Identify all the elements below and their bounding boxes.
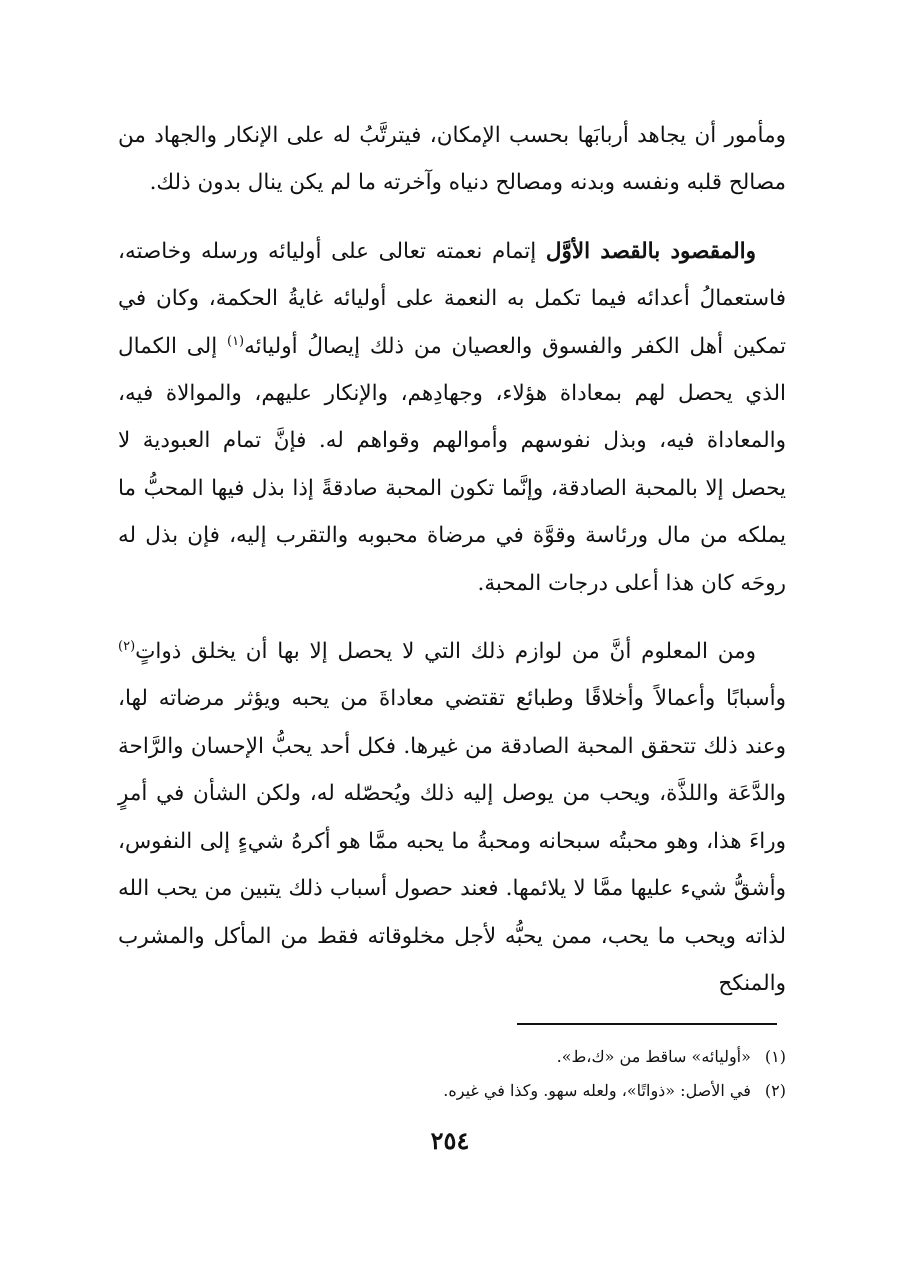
footnote-ref-2[interactable]: (٢) (118, 638, 136, 654)
page-body (118, 112, 786, 1007)
paragraph-2 (118, 228, 786, 607)
paragraph-3-part-b: وأسبابًا وأعمالاً وأخلاقًا وطبائع تقتضي معاداةَ من يحبه ويؤثر مرضاته لها، وعند ذلك تتحقق المحبة الصادقة من غيرها. فكل أحد يحبُّ الإحسان والرَّاحة والدَّعَة واللذَّة، ويحب من يوصل إليه ذلك ويُحصّله له، ولكن الشأن في أمرٍ وراءَ هذا، وهو محبتُه سبحانه ومحبةُ ما يحبه ممَّا هو أكرهُ شيءٍ إلى النفوس، وأشقُّ شيء عليها ممَّا لا يلائمها. فعند حصول أسباب ذلك يتبين من يحب الله لذاته ويحب ما يحب، ممن يحبُّه لأجل مخلوقاته فقط من المأكل والمشرب والمنكح (118, 686, 786, 996)
footnote-2-number: (٢) (764, 1081, 786, 1100)
footnote-2-text: في الأصل: «ذواتًا»، ولعله سهو. وكذا في غيره. (443, 1081, 751, 1100)
paragraph-3 (118, 628, 786, 1007)
paragraph-2-part-b: إلى الكمال الذي يحصل لهم بمعاداة هؤلاء، وجهادِهم، والإنكار عليهم، والموالاة فيه، والمعاداة فيه، وبذل نفوسهم وأموالهم وقواهم له. فإنَّ تمام العبودية لا يحصل إلا بالمحبة الصادقة، وإنَّما تكون المحبة صادقةً إذا بذل فيها المحبُّ ما يملكه من مال ورئاسة وقوَّة في مرضاة محبوبه والتقرب إليه، فإن بذل له روحَه كان هذا أعلى درجات المحبة. (118, 333, 786, 596)
footnote-1-number: (١) (764, 1047, 786, 1066)
paragraph-2-part-a: إتمام نعمته تعالى على أوليائه ورسله وخاصته، فاستعمالُ أعدائه فيما تكمل به النعمة على أوليائه غايةُ الحكمة، وكان في تمكين أهل الكفر والفسوق والعصيان من ذلك إيصالُ أوليائه (118, 238, 786, 359)
paragraph-3-part-a: ومن المعلوم أنَّ من لوازم ذلك التي لا يحصل إلا بها أن يخلق ذواتٍ (135, 639, 756, 665)
footnotes (118, 1040, 786, 1108)
paragraph-1: ومأمور أن يجاهد أربابَها بحسب الإمكان، فيترتَّبُ له على الإنكار والجهاد من مصالح قلبه ونفسه وبدنه ومصالح دنياه وآخرته ما لم يكن ينال بدون ذلك. (118, 123, 786, 196)
footnote-2 (118, 1074, 786, 1108)
footnote-1 (118, 1040, 786, 1074)
footnote-divider (517, 1023, 777, 1025)
paragraph-2-lead: والمقصود بالقصد الأوَّل (545, 238, 757, 264)
footnote-ref-1[interactable]: (١) (226, 333, 245, 349)
page-number: ٢٥٤ (430, 1126, 470, 1155)
footnote-1-text: «أوليائه» ساقط من «ك،ط». (556, 1047, 751, 1066)
